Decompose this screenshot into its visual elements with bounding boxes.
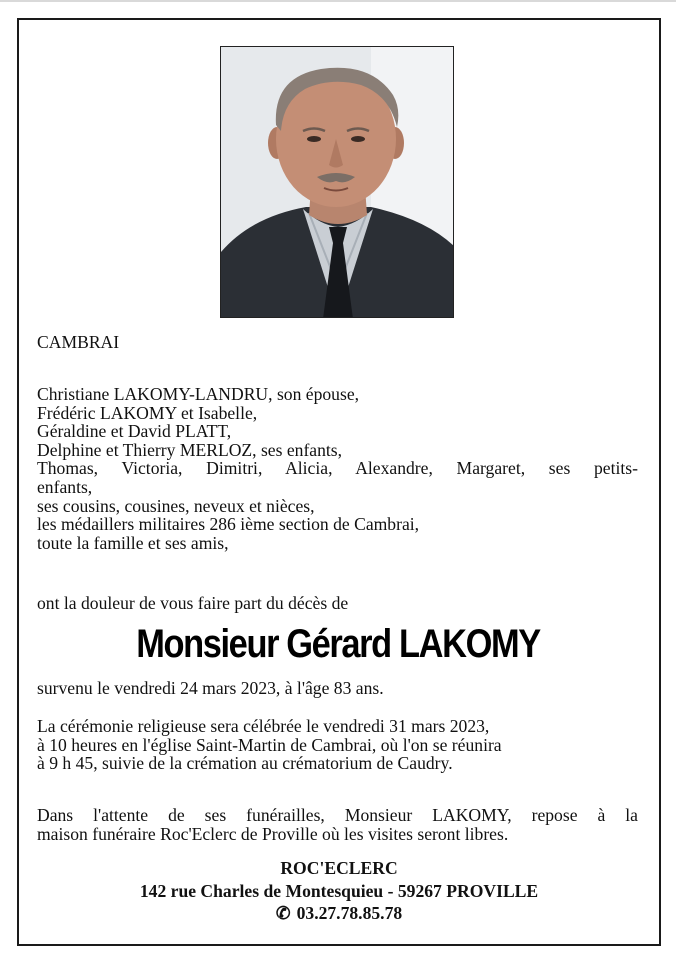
portrait-photo (220, 46, 454, 318)
ceremony-line: à 9 h 45, suivie de la crémation au crématorium de Caudry. (37, 753, 453, 774)
death-notice: survenu le vendredi 24 mars 2023, à l'âge 83 ans. (37, 678, 384, 698)
family-line: Frédéric LAKOMY et Isabelle, (37, 402, 258, 423)
family-line: ses cousins, cousines, neveux et nièces, (37, 495, 315, 516)
phone-icon: ✆ (275, 903, 291, 923)
family-line: Delphine et Thierry MERLOZ, ses enfants, (37, 439, 343, 460)
announcement-text: ont la douleur de vous faire part du décès de (37, 593, 349, 613)
family-line: Christiane LAKOMY-LANDRU, son épouse, (37, 384, 360, 404)
town-name: CAMBRAI (37, 332, 120, 352)
rest-line: maison funéraire Roc'Eclerc de Proville où les visites seront libres. (37, 823, 509, 844)
family-line: Thomas, Victoria, Dimitri, Alicia, Alexandre, Margaret, ses petits- (37, 458, 638, 479)
portrait-illustration (221, 47, 454, 318)
family-line: toute la famille et ses amis, (37, 532, 229, 553)
ceremony-details (37, 717, 638, 773)
top-rule (0, 0, 676, 2)
family-line: les médaillers militaires 286 ième section de Cambrai, (37, 514, 420, 535)
family-line: enfants, (37, 476, 93, 497)
ceremony-line: La cérémonie religieuse sera célébrée le vendredi 31 mars 2023, (37, 716, 490, 736)
funeral-home-address: 142 rue Charles de Montesquieu - 59267 PROVILLE (139, 881, 539, 901)
phone-number: 03.27.78.85.78 (296, 903, 403, 923)
funeral-home-name: ROC'ECLERC (280, 858, 398, 878)
family-line: Géraldine et David PLATT, (37, 421, 232, 442)
ceremony-line: à 10 heures en l'église Saint-Martin de Cambrai, où l'on se réunira (37, 734, 502, 755)
family-list (37, 385, 638, 552)
deceased-name: Monsieur Gérard LAKOMY (136, 622, 540, 666)
resting-place-details (37, 806, 638, 843)
funeral-home-phone (17, 902, 661, 925)
rest-line: Dans l'attente de ses funérailles, Monsieur LAKOMY, repose à la (37, 805, 638, 825)
